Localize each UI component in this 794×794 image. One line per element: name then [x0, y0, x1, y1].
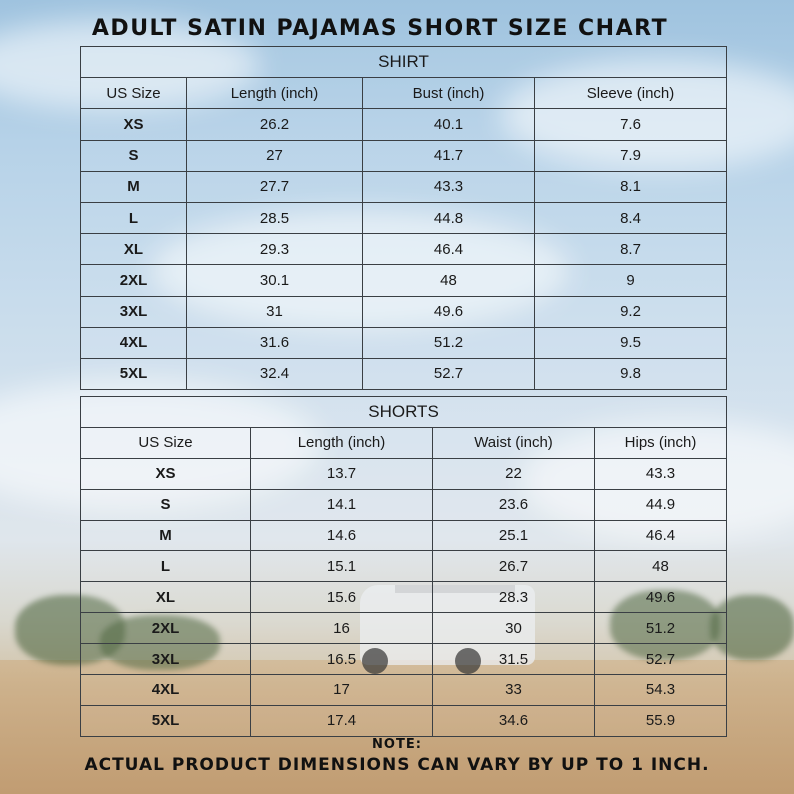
table-row [81, 109, 727, 140]
hips-cell: 52.7 [595, 644, 727, 675]
table-row [81, 489, 727, 520]
waist-cell: 23.6 [433, 489, 595, 520]
shorts-section-title: SHORTS [81, 397, 727, 428]
length-cell: 13.7 [251, 458, 433, 489]
size-cell: 2XL [81, 613, 251, 644]
column-header: Bust (inch) [363, 78, 535, 109]
column-header: US Size [81, 78, 187, 109]
length-cell: 28.5 [187, 202, 363, 233]
bust-cell: 51.2 [363, 327, 535, 358]
hips-cell: 51.2 [595, 613, 727, 644]
length-cell: 15.1 [251, 551, 433, 582]
bust-cell: 44.8 [363, 202, 535, 233]
table-row [81, 551, 727, 582]
column-header: Length (inch) [187, 78, 363, 109]
size-cell: 4XL [81, 675, 251, 706]
hips-cell: 49.6 [595, 582, 727, 613]
table-row [81, 234, 727, 265]
hips-cell: 43.3 [595, 458, 727, 489]
note-text: ACTUAL PRODUCT DIMENSIONS CAN VARY BY UP TO 1 INCH. [84, 755, 710, 775]
length-cell: 15.6 [251, 582, 433, 613]
shirt-size-table [80, 46, 727, 390]
length-cell: 17 [251, 675, 433, 706]
sleeve-cell: 8.1 [535, 171, 727, 202]
shorts-size-table [80, 396, 727, 737]
shirt-header-row [81, 78, 727, 109]
waist-cell: 34.6 [433, 705, 595, 736]
table-row [81, 327, 727, 358]
size-cell: 5XL [81, 358, 187, 389]
size-cell: M [81, 171, 187, 202]
bust-cell: 49.6 [363, 296, 535, 327]
size-cell: 3XL [81, 296, 187, 327]
column-header: Hips (inch) [595, 427, 727, 458]
length-cell: 27.7 [187, 171, 363, 202]
length-cell: 14.1 [251, 489, 433, 520]
waist-cell: 30 [433, 613, 595, 644]
bust-cell: 48 [363, 265, 535, 296]
sleeve-cell: 9 [535, 265, 727, 296]
size-cell: XL [81, 582, 251, 613]
size-cell: S [81, 489, 251, 520]
page-title: ADULT SATIN PAJAMAS SHORT SIZE CHART [91, 16, 669, 41]
shorts-section-row [81, 397, 727, 428]
hips-cell: 54.3 [595, 675, 727, 706]
hips-cell: 46.4 [595, 520, 727, 551]
size-cell: M [81, 520, 251, 551]
sleeve-cell: 9.2 [535, 296, 727, 327]
length-cell: 26.2 [187, 109, 363, 140]
sleeve-cell: 9.8 [535, 358, 727, 389]
size-cell: 4XL [81, 327, 187, 358]
column-header: Waist (inch) [433, 427, 595, 458]
shorts-header-row [81, 427, 727, 458]
sleeve-cell: 7.9 [535, 140, 727, 171]
table-row [81, 296, 727, 327]
table-row [81, 520, 727, 551]
size-cell: XS [81, 109, 187, 140]
sleeve-cell: 9.5 [535, 327, 727, 358]
column-header: Length (inch) [251, 427, 433, 458]
length-cell: 30.1 [187, 265, 363, 296]
hips-cell: 44.9 [595, 489, 727, 520]
waist-cell: 31.5 [433, 644, 595, 675]
table-row [81, 265, 727, 296]
column-header: US Size [81, 427, 251, 458]
hips-cell: 55.9 [595, 705, 727, 736]
sleeve-cell: 8.7 [535, 234, 727, 265]
table-row [81, 171, 727, 202]
length-cell: 17.4 [251, 705, 433, 736]
bust-cell: 41.7 [363, 140, 535, 171]
sleeve-cell: 8.4 [535, 202, 727, 233]
hips-cell: 48 [595, 551, 727, 582]
table-row [81, 202, 727, 233]
sleeve-cell: 7.6 [535, 109, 727, 140]
table-row [81, 613, 727, 644]
length-cell: 27 [187, 140, 363, 171]
table-row [81, 644, 727, 675]
waist-cell: 25.1 [433, 520, 595, 551]
bust-cell: 46.4 [363, 234, 535, 265]
waist-cell: 26.7 [433, 551, 595, 582]
size-cell: 5XL [81, 705, 251, 736]
note-label: NOTE: [372, 737, 422, 752]
waist-cell: 22 [433, 458, 595, 489]
length-cell: 16.5 [251, 644, 433, 675]
shirt-section-row [81, 47, 727, 78]
size-cell: 2XL [81, 265, 187, 296]
length-cell: 32.4 [187, 358, 363, 389]
table-row [81, 582, 727, 613]
length-cell: 14.6 [251, 520, 433, 551]
bust-cell: 43.3 [363, 171, 535, 202]
size-cell: S [81, 140, 187, 171]
column-header: Sleeve (inch) [535, 78, 727, 109]
size-cell: XL [81, 234, 187, 265]
table-row [81, 705, 727, 736]
table-row [81, 458, 727, 489]
table-row [81, 675, 727, 706]
bust-cell: 40.1 [363, 109, 535, 140]
length-cell: 29.3 [187, 234, 363, 265]
table-row [81, 358, 727, 389]
waist-cell: 33 [433, 675, 595, 706]
size-cell: L [81, 551, 251, 582]
length-cell: 31.6 [187, 327, 363, 358]
bust-cell: 52.7 [363, 358, 535, 389]
table-row [81, 140, 727, 171]
waist-cell: 28.3 [433, 582, 595, 613]
size-cell: 3XL [81, 644, 251, 675]
shirt-section-title: SHIRT [81, 47, 727, 78]
size-cell: XS [81, 458, 251, 489]
length-cell: 31 [187, 296, 363, 327]
length-cell: 16 [251, 613, 433, 644]
size-cell: L [81, 202, 187, 233]
